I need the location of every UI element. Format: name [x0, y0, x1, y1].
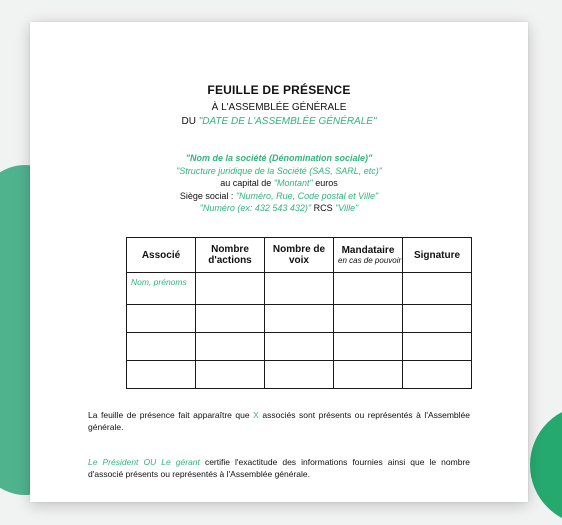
table-cell	[265, 361, 334, 389]
table-row	[127, 333, 472, 361]
signatory-placeholder: Le Président OU Le gérant	[88, 457, 200, 467]
siege-address: "Numéro, Rue, Code postal et Ville"	[235, 190, 379, 201]
table-cell	[334, 305, 403, 333]
rcs-city: "Ville"	[335, 203, 359, 213]
table-cell	[265, 305, 334, 333]
assembly-date-line	[30, 116, 528, 127]
para1-after: associés sont présents ou représentés à l'Assemblée générale.	[88, 410, 470, 432]
table-cell	[334, 361, 403, 389]
company-name: "Nom de la société (Dénomination sociale)"	[185, 153, 373, 163]
table-row	[127, 361, 472, 389]
date-prefix: DU	[181, 116, 199, 127]
header-associe: Associé	[127, 238, 196, 273]
header-nombre-actions: Nombre d'actions	[196, 238, 265, 273]
table-cell	[196, 361, 265, 389]
table-cell	[265, 333, 334, 361]
document-title: FEUILLE DE PRÉSENCE	[207, 83, 351, 97]
table-cell	[334, 333, 403, 361]
header-mandataire-label: Mandataire	[341, 245, 395, 256]
table-cell	[334, 273, 403, 305]
table-cell-name: Nom, prénoms	[127, 273, 196, 305]
background-blob-right	[530, 405, 562, 525]
table-cell	[127, 361, 196, 389]
para2-after: certifie l'exactitude des informations fournies ainsi que le nombre d'associé présents ou représentés à l'Assemblée générale.	[88, 457, 471, 479]
header-signature: Signature	[403, 238, 472, 273]
associate-count-placeholder: X	[253, 410, 259, 420]
rcs-number: "Numéro (ex: 432 543 432)"	[199, 203, 312, 213]
siege-prefix: Siège social :	[179, 190, 236, 201]
company-block	[30, 152, 528, 215]
capital-amount: "Montant"	[273, 178, 313, 188]
document-sheet	[30, 22, 528, 502]
attendance-summary-paragraph	[88, 409, 470, 433]
document-subtitle: À L'ASSEMBLÉE GÉNÉRALE	[211, 102, 347, 113]
attendance-table-wrap	[126, 237, 472, 389]
date-placeholder: "DATE DE L'ASSEMBLÉE GÉNÉRALE"	[198, 116, 377, 127]
table-cell	[403, 305, 472, 333]
table-cell	[403, 333, 472, 361]
table-cell	[403, 273, 472, 305]
company-structure: "Structure juridique de la Société (SAS, SARL, etc)"	[176, 165, 382, 176]
company-rcs	[30, 202, 528, 215]
table-cell	[265, 273, 334, 305]
para1-before: La feuille de présence fait apparaître que	[88, 410, 254, 420]
company-capital	[30, 177, 528, 190]
rcs-label: RCS	[311, 203, 336, 213]
header-mandataire	[334, 238, 403, 273]
header-mandataire-sub: en cas de pouvoir	[338, 256, 402, 265]
capital-prefix: au capital de	[220, 178, 274, 188]
table-cell	[196, 305, 265, 333]
certification-paragraph	[88, 456, 470, 480]
table-cell	[127, 333, 196, 361]
table-row	[127, 273, 472, 305]
table-cell	[127, 305, 196, 333]
table-cell	[196, 333, 265, 361]
header-nombre-voix: Nombre de voix	[265, 238, 334, 273]
company-siege	[30, 190, 528, 203]
table-row	[127, 305, 472, 333]
attendance-table	[126, 237, 472, 389]
table-cell	[196, 273, 265, 305]
capital-suffix: euros	[312, 178, 338, 188]
table-header-row	[127, 238, 472, 273]
table-cell	[403, 361, 472, 389]
